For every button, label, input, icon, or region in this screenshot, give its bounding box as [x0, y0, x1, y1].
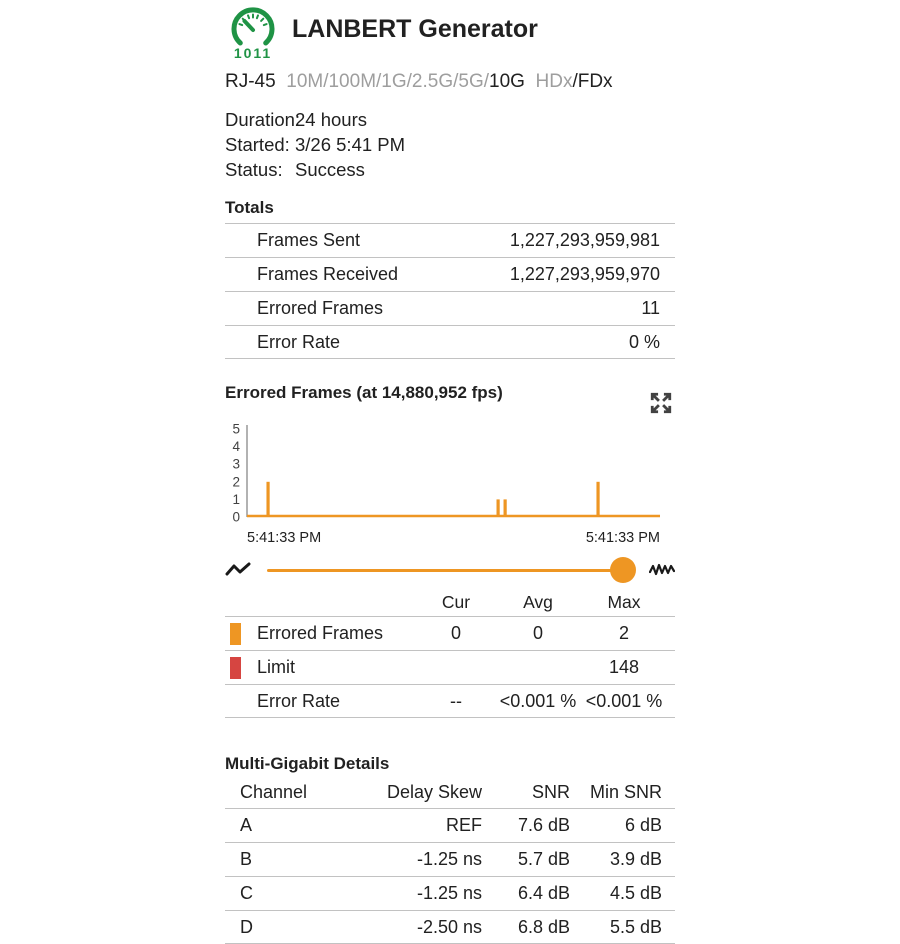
totals-table — [225, 223, 675, 359]
max-value: <0.001 % — [585, 690, 663, 711]
table-row — [225, 325, 675, 359]
snr-value: 7.6 dB — [517, 815, 570, 835]
row-label: Frames Sent — [257, 230, 361, 250]
delay-skew-value: REF — [446, 815, 482, 835]
slider-track[interactable] — [267, 557, 633, 583]
x-axis-start-label: 5:41:33 PM — [247, 530, 322, 546]
duplex-active: /FDx — [572, 71, 613, 92]
table-row — [225, 876, 675, 910]
table-row — [225, 650, 675, 684]
table-row — [225, 223, 675, 257]
row-label: Limit — [257, 657, 296, 677]
min-snr-value: 3.9 dB — [609, 849, 662, 869]
time-range-slider — [225, 554, 675, 586]
totals-title: Totals — [225, 198, 274, 217]
report-page — [225, 0, 675, 944]
multi-gigabit-table — [225, 776, 675, 944]
table-row — [225, 684, 675, 718]
channel-value: D — [240, 916, 253, 937]
started-line — [225, 132, 675, 157]
limit-swatch — [230, 657, 241, 679]
errored-frames-chart — [225, 423, 675, 546]
row-label: Error Rate — [257, 331, 341, 352]
speed-active: 10G — [489, 71, 525, 92]
duration-line — [225, 107, 675, 132]
table-row — [225, 616, 675, 650]
snr-value: 6.4 dB — [517, 883, 570, 903]
max-value: 148 — [608, 657, 640, 677]
row-label: Errored Frames — [257, 298, 384, 318]
multi-gigabit-header-row — [225, 776, 675, 808]
delay-skew-value: -1.25 ns — [416, 849, 482, 869]
started-value: 3/26 5:41 PM — [295, 134, 406, 155]
chart-canvas — [225, 423, 675, 523]
logo-digits: 1011 — [233, 45, 273, 61]
min-snr-value: 5.5 dB — [609, 916, 662, 937]
interface-type: RJ-45 — [225, 71, 276, 92]
x-axis-end-label: 5:41:33 PM — [585, 530, 660, 546]
status-label: Status: — [225, 159, 283, 180]
row-value: 1,227,293,959,970 — [509, 264, 660, 284]
table-row — [225, 808, 675, 842]
max-header: Max — [607, 591, 641, 612]
slider-track-line — [267, 569, 623, 572]
table-row — [225, 842, 675, 876]
stats-table — [225, 616, 675, 718]
svg-text:4: 4 — [232, 439, 240, 455]
cur-value: 0 — [450, 623, 461, 643]
zoom-in-wave-icon[interactable] — [649, 560, 675, 580]
status-value: Success — [295, 159, 365, 180]
speeds-inactive: 10M/100M/1G/2.5G/5G/ — [286, 71, 490, 92]
table-row — [225, 291, 675, 325]
stats-header-row — [225, 588, 675, 616]
min-snr-value: 4.5 dB — [609, 883, 662, 903]
row-label: Errored Frames — [257, 623, 384, 643]
channel-value: A — [240, 815, 253, 835]
channel-header: Channel — [240, 781, 308, 802]
errored-frames-swatch — [230, 623, 241, 645]
gauge-icon — [229, 5, 277, 49]
row-value: 11 — [641, 298, 660, 318]
multi-gigabit-title: Multi-Gigabit Details — [225, 754, 390, 773]
cur-value: -- — [450, 690, 462, 711]
delay-skew-value: -2.50 ns — [416, 916, 482, 937]
slider-handle[interactable] — [610, 557, 636, 583]
fullscreen-icon[interactable] — [647, 389, 675, 417]
lanbert-logo — [225, 5, 281, 61]
started-label: Started: — [225, 134, 290, 155]
svg-text:1: 1 — [232, 491, 240, 507]
page-title: LANBERT Generator — [292, 14, 538, 43]
svg-text:3: 3 — [232, 456, 240, 472]
row-value: 0 % — [628, 331, 660, 352]
test-info — [225, 107, 675, 182]
link-config-line — [225, 71, 675, 93]
avg-value: 0 — [532, 623, 543, 643]
max-value: 2 — [618, 623, 629, 643]
channel-value: B — [240, 849, 253, 869]
chart-title: Errored Frames (at 14,880,952 fps) — [225, 383, 503, 402]
duration-label: Duration: — [225, 109, 301, 130]
svg-text:2: 2 — [232, 474, 240, 490]
table-row — [225, 257, 675, 291]
min-snr-value: 6 dB — [624, 815, 662, 835]
avg-header: Avg — [523, 591, 553, 612]
snr-value: 6.8 dB — [517, 916, 570, 937]
channel-value: C — [240, 883, 253, 903]
svg-text:5: 5 — [232, 423, 240, 437]
svg-text:0: 0 — [232, 509, 240, 523]
zoom-out-wave-icon[interactable] — [225, 560, 251, 580]
snr-value: 5.7 dB — [517, 849, 570, 869]
row-label: Error Rate — [257, 690, 341, 711]
row-label: Frames Received — [257, 264, 399, 284]
duration-value: 24 hours — [295, 109, 367, 130]
row-value: 1,227,293,959,981 — [509, 230, 660, 250]
duplex-inactive: HDx — [535, 71, 573, 92]
delay-skew-value: -1.25 ns — [416, 883, 482, 903]
delay-skew-header: Delay Skew — [386, 781, 482, 802]
status-line — [225, 157, 675, 182]
app-header — [225, 4, 675, 62]
min-snr-header: Min SNR — [589, 781, 662, 802]
avg-value: <0.001 % — [499, 690, 577, 711]
cur-header: Cur — [441, 591, 471, 612]
chart-x-axis-labels — [247, 530, 660, 546]
snr-header: SNR — [531, 781, 570, 802]
table-row — [225, 910, 675, 944]
